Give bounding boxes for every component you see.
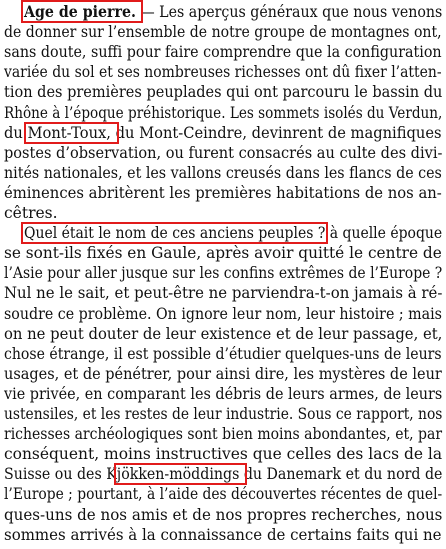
text-run: — Les aperçus généraux que nous venons (135, 3, 443, 21)
text-line (24, 2, 442, 22)
text-line: ustensiles, et les restes de leur industrie. Sous ce rapport, nos (4, 405, 443, 423)
text-line: de donner sur l’ensemble de notre groupe de montagnes ont, (4, 23, 442, 42)
text-line: éminences abritèrent les premières habitations de nos an- (4, 183, 442, 202)
text-line: sans doute, suffi pour faire comprendre que la configuration (4, 43, 442, 62)
text-line: se sont-ils fixés en Gaule, après avoir quitté le centre de (4, 244, 442, 263)
text-line: sommes arrivés à la connaissance de certains faits qui ne (4, 525, 442, 544)
text-line: postes d’observation, ou furent consacrés au culte des divi- (4, 143, 443, 162)
text-line: ques-uns de nos amis et de nos propres recherches, nous (4, 505, 443, 524)
text-line: on ne peut douter de leur existence et de leur passage, et, (4, 324, 443, 343)
text-line: usages, et de pénétrer, pour ainsi dire, les mystères de leur (4, 364, 442, 383)
section-heading: Age de pierre. (24, 2, 136, 21)
text-line: l’Asie pour aller jusque sur les confins extrêmes de l’Europe ? (4, 264, 443, 283)
text-line: chose étrange, il est possible d’étudier quelques-uns de leurs (4, 344, 442, 363)
text-line: richesses archéologiques sont bien moins abondantes, et, par (4, 425, 443, 444)
text-line: Suisse ou des Kjökken-möddings du Danemark et du nord de (4, 465, 443, 484)
text-line: tion des premières peuplades qui ont parcouru le bassin du (4, 83, 443, 102)
text-line: conséquent, moins instructives que celles des lacs de la (4, 445, 443, 464)
text-line: vie privée, en comparant les débris de leurs armes, de leurs (4, 384, 443, 403)
text-line: variée du sol et ses nombreuses richesses ont dû fixer l’atten- (4, 63, 442, 82)
text-line: Quel était le nom de ces anciens peuples ? à quelle époque (24, 224, 443, 243)
text-line: Nul ne le sait, et peut-être ne parviendra-t-on jamais à ré- (4, 284, 443, 303)
text-line: soudre ce problème. On ignore leur nom, leur histoire ; mais (4, 304, 442, 323)
text-line: cêtres. (4, 204, 58, 222)
text-line: du Mont-Toux, du Mont-Ceindre, devinrent de magnifiques (4, 123, 442, 142)
text-line: Rhône à l’époque préhistorique. Les sommets isolés du Verdun, (4, 103, 443, 122)
text-line: l’Europe ; pourtant, à l’aide des découvertes récentes de quel- (4, 485, 443, 504)
text-line: nités nationales, et les vallons creusés dans les flancs de ces (4, 163, 442, 182)
